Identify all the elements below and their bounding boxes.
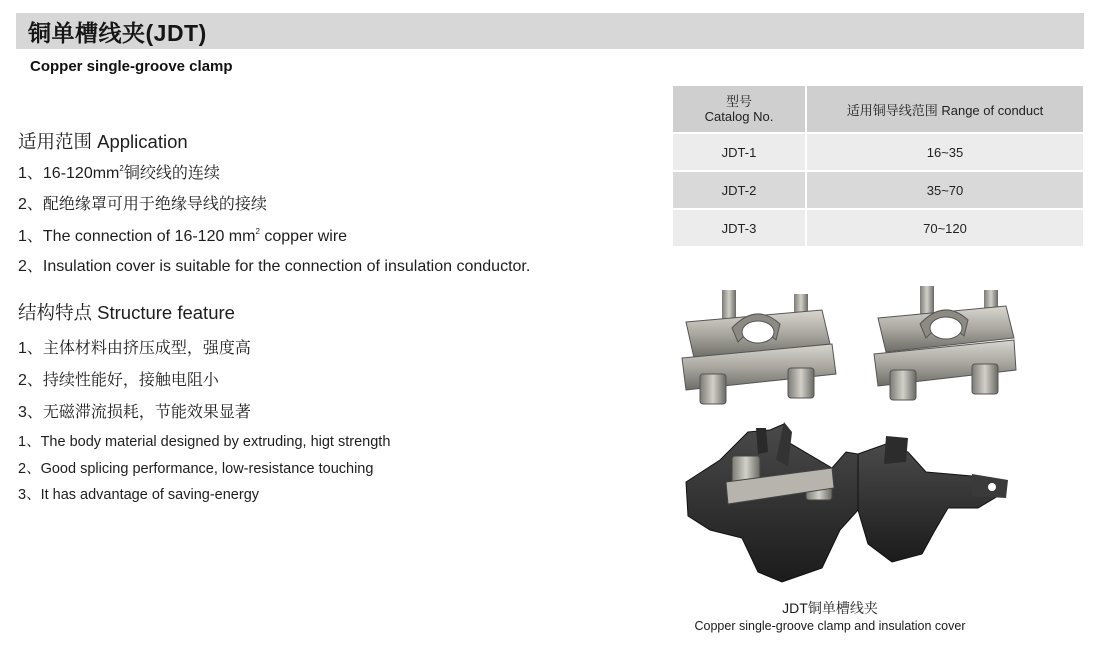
- title-bar: [16, 13, 1084, 49]
- structure-zh-2: 2、持续性能好，接触电阻小: [18, 372, 219, 389]
- clamp-right: [874, 286, 1016, 400]
- header-catalog-zh: 型号: [725, 94, 752, 109]
- range-cell: 70~120: [806, 209, 1083, 246]
- catalog-cell: JDT-1: [673, 133, 806, 171]
- application-heading: 适用范围 Application: [18, 131, 188, 152]
- photo-caption-zh: JDT铜单槽线夹: [782, 600, 878, 616]
- catalog-cell: JDT-2: [673, 171, 806, 209]
- page-title: 铜单槽线夹(JDT): [28, 19, 207, 46]
- application-en-1: 1、The connection of 16-120 $mm^2$ copper wire: [18, 227, 348, 245]
- clamp-left: [682, 290, 836, 404]
- catalog-cell: JDT-3: [673, 209, 806, 246]
- page-subtitle: Copper single-groove clamp: [30, 58, 233, 75]
- structure-heading: 结构特点 Structure feature: [18, 302, 235, 323]
- table-row: [673, 133, 1083, 171]
- product-photo: [672, 282, 1018, 594]
- range-cell: 16~35: [806, 133, 1083, 171]
- spec-table-header: [673, 86, 1083, 133]
- photo-caption-en: Copper single-groove clamp and insulation cover: [694, 619, 966, 633]
- table-row: [673, 171, 1083, 209]
- structure-zh-1: 1、主体材料由挤压成型，强度高: [18, 340, 251, 357]
- insulation-cover: [686, 422, 1008, 582]
- header-catalog-en: Catalog No.: [704, 109, 774, 124]
- header-catalog: [673, 86, 806, 133]
- spec-table: [673, 86, 1083, 246]
- application-zh-2: 2、配绝缘罩可用于绝缘导线的接续: [18, 196, 267, 213]
- header-range: 适用铜导线范围 Range of conduct: [806, 86, 1083, 133]
- structure-en-3: 3、It has advantage of saving-energy: [18, 487, 260, 503]
- structure-en-1: 1、The body material designed by extruding, higt strength: [18, 434, 391, 450]
- range-cell: 35~70: [806, 171, 1083, 209]
- application-zh-1: 1、$16-120mm^2$铜绞线的连续: [18, 164, 220, 182]
- table-row: [673, 209, 1083, 246]
- structure-zh-3: 3、无磁滞流损耗，节能效果显著: [18, 404, 251, 421]
- application-en-2: 2、Insulation cover is suitable for the connection of insulation conductor.: [18, 258, 531, 275]
- structure-en-2: 2、Good splicing performance, low-resistance touching: [18, 461, 374, 477]
